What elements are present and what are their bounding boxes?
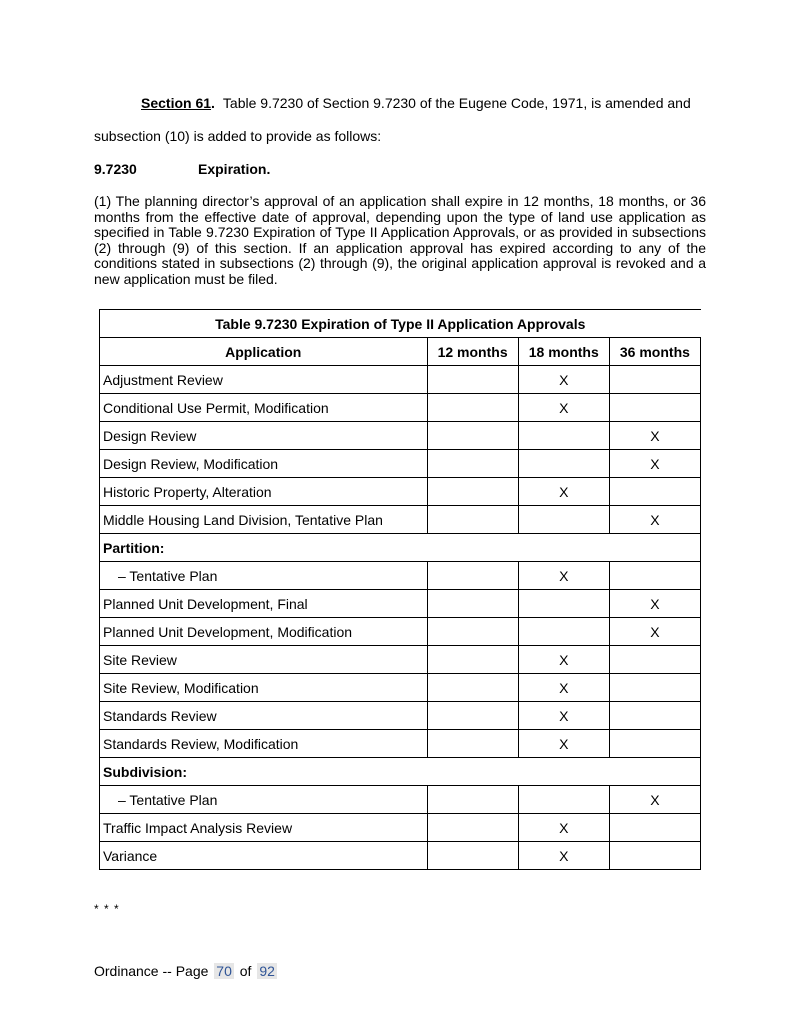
page-number-field: 70	[216, 963, 232, 979]
section-text-line1: Table 9.7230 of Section 9.7230 of the Eugene Code, 1971, is amended and	[222, 95, 691, 111]
application-name: Conditional Use Permit, Modification	[100, 394, 428, 422]
application-name: – Tentative Plan	[100, 786, 428, 814]
cell-18-months	[518, 590, 609, 618]
cell-36-months: X	[609, 506, 700, 534]
header-18-months: 18 months	[518, 338, 609, 366]
section-text-line2: subsection (10) is added to provide as follows:	[94, 128, 382, 144]
cell-18-months	[518, 506, 609, 534]
table-row	[100, 618, 701, 646]
application-name: Design Review	[100, 422, 428, 450]
table-row	[100, 506, 701, 534]
cell-12-months	[427, 730, 518, 758]
application-name: Planned Unit Development, Modification	[100, 618, 428, 646]
cell-36-months: X	[609, 422, 700, 450]
cell-12-months	[427, 814, 518, 842]
cell-36-months	[609, 562, 700, 590]
table-row	[100, 590, 701, 618]
cell-12-months	[427, 450, 518, 478]
application-name: Adjustment Review	[100, 366, 428, 394]
subsection-1-paragraph: (1) The planning director’s approval of an application shall expire in 12 months, 18 months, or 36 months from the effective date of approval, depending upon the type of land use application as specified in Table 9.7230 Expiration of Type II Application Approvals, or as provided in subsections (2) through (9) of this section. If an application approval has expired according to any of the conditions stated in subsections (2) through (9), the original application approval is revoked and a new application must be filed.	[94, 193, 706, 287]
cell-18-months	[518, 786, 609, 814]
table-row	[100, 674, 701, 702]
cell-18-months: X	[518, 842, 609, 870]
cell-18-months	[518, 422, 609, 450]
table-header-row	[100, 338, 701, 366]
table-body	[100, 366, 701, 870]
application-name: Design Review, Modification	[100, 450, 428, 478]
header-application: Application	[100, 338, 428, 366]
cell-18-months: X	[518, 478, 609, 506]
cell-12-months	[427, 618, 518, 646]
section-label: Section 61	[141, 95, 212, 111]
application-name: Standards Review, Modification	[100, 730, 428, 758]
footer-prefix: Ordinance -- Page	[94, 963, 209, 979]
cell-36-months: X	[609, 590, 700, 618]
cell-36-months: X	[609, 618, 700, 646]
application-name: Traffic Impact Analysis Review	[100, 814, 428, 842]
cell-18-months: X	[518, 702, 609, 730]
table-row	[100, 646, 701, 674]
total-pages-field: 92	[259, 963, 275, 979]
section-label-period: .	[211, 95, 215, 111]
table-group-row	[100, 534, 701, 562]
application-name: Site Review, Modification	[100, 674, 428, 702]
cell-36-months	[609, 394, 700, 422]
cell-36-months	[609, 814, 700, 842]
cell-12-months	[427, 394, 518, 422]
code-title: Expiration.	[198, 161, 271, 177]
table-row	[100, 786, 701, 814]
cell-36-months: X	[609, 450, 700, 478]
table-row	[100, 730, 701, 758]
code-number: 9.7230	[94, 161, 137, 177]
cell-12-months	[427, 674, 518, 702]
cell-12-months	[427, 562, 518, 590]
cell-18-months: X	[518, 394, 609, 422]
table-row	[100, 478, 701, 506]
cell-12-months	[427, 590, 518, 618]
cell-36-months	[609, 478, 700, 506]
cell-36-months	[609, 842, 700, 870]
cell-36-months	[609, 702, 700, 730]
cell-18-months	[518, 450, 609, 478]
cell-18-months: X	[518, 646, 609, 674]
cell-36-months	[609, 674, 700, 702]
application-name: Variance	[100, 842, 428, 870]
application-name: Site Review	[100, 646, 428, 674]
cell-18-months: X	[518, 674, 609, 702]
table-row	[100, 562, 701, 590]
application-name: Historic Property, Alteration	[100, 478, 428, 506]
header-12-months: 12 months	[427, 338, 518, 366]
group-label: Partition:	[100, 534, 701, 562]
table-row	[100, 394, 701, 422]
table-title-row	[100, 310, 701, 338]
table-group-row	[100, 758, 701, 786]
table-row	[100, 366, 701, 394]
table-row	[100, 702, 701, 730]
group-label: Subdivision:	[100, 758, 701, 786]
cell-36-months	[609, 730, 700, 758]
cell-12-months	[427, 422, 518, 450]
section-intro-line1	[94, 95, 706, 111]
cell-12-months	[427, 366, 518, 394]
expiration-table	[99, 309, 701, 870]
application-name: – Tentative Plan	[100, 562, 428, 590]
cell-18-months: X	[518, 814, 609, 842]
cell-18-months	[518, 618, 609, 646]
cell-12-months	[427, 842, 518, 870]
application-name: Planned Unit Development, Final	[100, 590, 428, 618]
footer-of: of	[239, 963, 252, 979]
cell-18-months: X	[518, 366, 609, 394]
table-row	[100, 814, 701, 842]
cell-12-months	[427, 702, 518, 730]
code-heading	[94, 161, 270, 177]
cell-36-months	[609, 366, 700, 394]
cell-12-months	[427, 478, 518, 506]
cell-18-months: X	[518, 730, 609, 758]
application-name: Standards Review	[100, 702, 428, 730]
application-name: Middle Housing Land Division, Tentative Plan	[100, 506, 428, 534]
table-row	[100, 450, 701, 478]
header-36-months: 36 months	[609, 338, 700, 366]
table-title: Table 9.7230 Expiration of Type II Application Approvals	[100, 310, 701, 338]
table-row	[100, 842, 701, 870]
cell-18-months: X	[518, 562, 609, 590]
table-row	[100, 422, 701, 450]
cell-12-months	[427, 646, 518, 674]
cell-36-months	[609, 646, 700, 674]
cell-12-months	[427, 786, 518, 814]
cell-36-months: X	[609, 786, 700, 814]
cell-12-months	[427, 506, 518, 534]
continuation-marker: * * *	[94, 902, 120, 916]
page-footer	[94, 962, 279, 980]
